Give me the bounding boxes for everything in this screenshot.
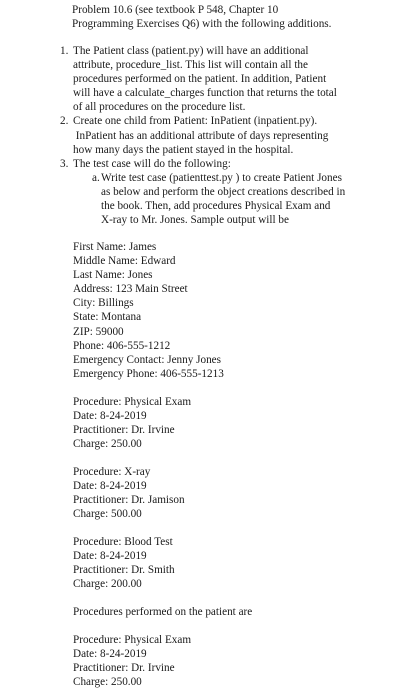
procedure-block — [73, 465, 393, 521]
output-line: Procedure: X-ray — [73, 465, 151, 478]
output-line: Practitioner: Dr. Jamison — [73, 493, 185, 506]
sub-list-text: the book. Then, add procedures Physical Exam and — [101, 200, 331, 213]
sub-list-text: as below and perform the object creations described in — [101, 185, 346, 198]
output-line: State: Montana — [73, 311, 142, 324]
procedure-block — [73, 395, 393, 451]
output-line: ZIP: 59000 — [73, 325, 124, 338]
list-item — [60, 157, 395, 227]
output-line: Middle Name: Edward — [73, 255, 176, 268]
list-number: 2. — [60, 115, 69, 128]
list-text: InPatient has an additional attribute of days representing — [73, 129, 329, 142]
output-line: Last Name: Jones — [73, 269, 153, 282]
output-line: First Name: James — [73, 241, 157, 253]
list-text: The test case will do the following: — [73, 157, 231, 170]
output-line: Date: 8-24-2019 — [73, 409, 147, 422]
list-number: 1. — [60, 45, 69, 57]
output-line: Charge: 250.00 — [73, 675, 142, 688]
procedure-block — [73, 535, 393, 591]
list-item — [60, 44, 395, 114]
list-item — [60, 114, 395, 156]
list-text: attribute, procedure_list. This list will contain all the — [73, 59, 308, 72]
list-text: how many days the patient stayed in the hospital. — [73, 143, 294, 156]
output-line: Procedure: Physical Exam — [73, 395, 192, 408]
output-line: Practitioner: Dr. Smith — [73, 563, 175, 576]
intro-line: Programming Exercises Q6) with the following additions. — [72, 18, 332, 31]
output-line: Practitioner: Dr. Irvine — [73, 661, 175, 674]
list-text: The Patient class (patient.py) will have an additional — [73, 45, 309, 57]
output-line: City: Billings — [73, 297, 134, 310]
list-number: 3. — [60, 157, 69, 170]
requirements-list — [60, 44, 395, 227]
patient-details — [73, 240, 393, 381]
intro-line: Problem 10.6 (see textbook P 548, Chapter 10 — [72, 4, 279, 16]
list-text: of all procedures on the procedure list. — [73, 101, 246, 114]
output-line: Procedure: Physical Exam — [73, 633, 192, 646]
output-line: Date: 8-24-2019 — [73, 647, 147, 660]
output-line: Charge: 250.00 — [73, 437, 142, 450]
output-line: Phone: 406-555-1212 — [73, 339, 171, 352]
output-line: Date: 8-24-2019 — [73, 479, 147, 492]
problem-intro — [72, 3, 392, 31]
output-line: Procedure: Blood Test — [73, 535, 173, 548]
sub-list-text: X-ray to Mr. Jones. Sample output will be — [101, 214, 289, 227]
sub-list-text: Write test case (patienttest.py ) to create Patient Jones — [101, 171, 342, 184]
sample-output — [73, 240, 393, 689]
output-line: Charge: 200.00 — [73, 578, 142, 591]
output-line: Date: 8-24-2019 — [73, 549, 147, 562]
output-line: Charge: 500.00 — [73, 507, 142, 520]
procedure-block — [73, 633, 393, 689]
sub-list-letter: a. — [92, 171, 100, 184]
list-text: procedures performed on the patient. In addition, Patient — [73, 73, 327, 86]
sub-list-item — [73, 171, 395, 227]
procedures-heading: Procedures performed on the patient are — [73, 605, 253, 618]
output-line: Emergency Phone: 406-555-1213 — [73, 367, 224, 380]
output-line: Emergency Contact: Jenny Jones — [73, 353, 221, 366]
output-line: Address: 123 Main Street — [73, 283, 188, 296]
list-text: will have a calculate_charges function that returns the total — [73, 87, 337, 100]
output-line: Practitioner: Dr. Irvine — [73, 423, 175, 436]
list-text: Create one child from Patient: InPatient (inpatient.py). — [73, 115, 318, 128]
